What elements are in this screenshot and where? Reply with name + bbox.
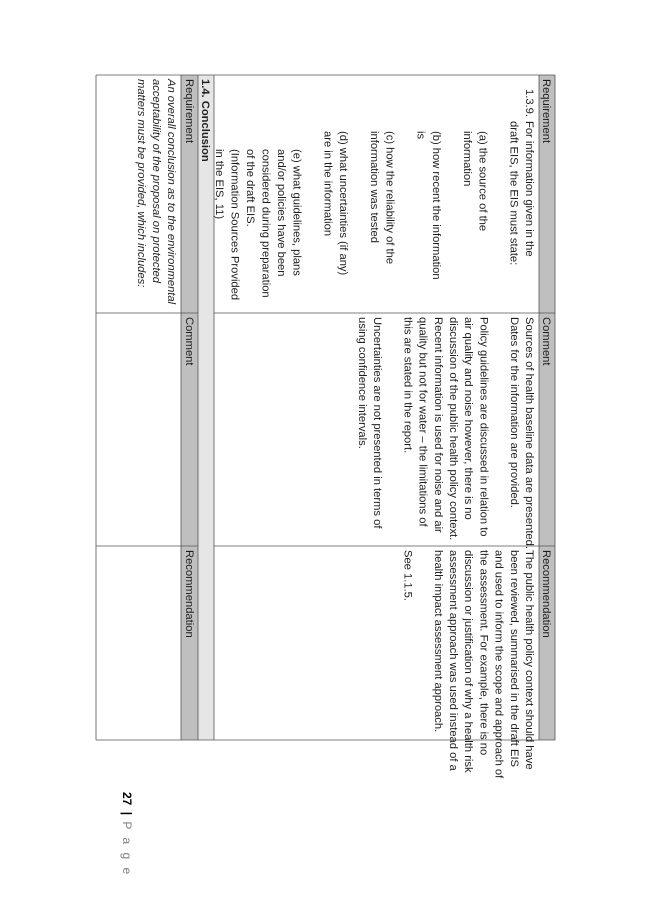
requirement-line: (e) what guidelines, plans	[290, 149, 303, 276]
comment-line: Dates for the information are provided.	[507, 317, 520, 508]
requirement-line: are in the information	[321, 131, 334, 237]
comment-line: Recent information is used for noise and air	[431, 317, 444, 533]
section-row	[198, 75, 214, 740]
comment-line: Uncertainties are not presented in terms of	[371, 317, 383, 529]
comment-text	[356, 317, 535, 549]
conclusion-line: An overall conclusion as to the environmental	[165, 79, 177, 305]
section-title: 1.4. Conclusion	[199, 79, 211, 162]
requirement-line: draft EIS, the EIS must state:	[507, 121, 520, 266]
requirement-line: and/or policies have been	[275, 149, 287, 277]
requirement-line: (a) the source of the	[476, 131, 489, 232]
requirement-line: information was tested	[368, 131, 380, 243]
requirement-line: of the draft EIS.	[244, 149, 256, 227]
comment-line: this are stated in the report.	[401, 317, 414, 454]
comment-line: Policy guidelines are discussed in relation to	[477, 317, 490, 537]
requirement-line: is	[414, 131, 427, 140]
recommendation-line: assessment approach was used instead of a	[447, 550, 459, 771]
table-header-row-2	[181, 75, 198, 740]
requirement-line: (d) what uncertainties (if any)	[337, 131, 349, 276]
requirement-line: considered during preparation	[259, 149, 272, 298]
recommendation-line: and used to inform the scope and approach of	[492, 550, 505, 779]
requirement-line: information	[461, 131, 473, 187]
recommendation-line: been reviewed, summarised in the draft EIS	[507, 550, 520, 768]
header2-recommendation: Recommendation	[183, 550, 195, 638]
requirement-line: (b) how recent the information	[430, 131, 442, 280]
page-number	[120, 792, 134, 877]
requirement-line: (c) how the reliability of the	[383, 131, 396, 265]
header-requirement: Requirement	[540, 79, 552, 144]
table-header-row	[539, 75, 555, 740]
recommendation-line: discussion or justification of why a health risk	[462, 550, 475, 773]
recommendation-text	[401, 550, 535, 779]
page-label: P a g e	[120, 821, 134, 877]
header2-requirement: Requirement	[183, 79, 195, 144]
comment-line: Sources of health baseline data are presented.	[523, 317, 535, 549]
requirement-line: in the EIS, 11)	[213, 149, 225, 220]
header-comment: Comment	[540, 317, 552, 366]
comment-line: quality but not for water – the limitations of	[416, 317, 429, 527]
requirement-number: 1.3.9.	[523, 89, 535, 117]
page-number-value: 27	[120, 792, 134, 806]
comment-line: using confidence intervals.	[355, 317, 368, 449]
requirement-text	[213, 121, 535, 300]
comment-line: discussion of the public health policy context.	[447, 317, 459, 541]
comment-line: air quality and noise however, there is no	[462, 317, 475, 520]
header2-comment: Comment	[183, 317, 195, 366]
requirement-line: For information given in the	[523, 121, 535, 257]
recommendation-line: See 1.1.5.	[401, 550, 414, 602]
page-number-separator: |	[120, 811, 134, 816]
recommendation-line: The public health policy context should have	[523, 550, 535, 770]
recommendation-line: the assessment. For example, there is no	[477, 550, 490, 756]
header-recommendation: Recommendation	[540, 550, 552, 638]
conclusion-line: matters must be provided, which includes:	[135, 79, 147, 288]
recommendation-line: health impact assessment approach.	[431, 550, 444, 733]
conclusion-requirement-text	[135, 78, 177, 305]
requirement-line: (Information Sources Provided	[228, 149, 241, 301]
conclusion-line: acceptability of the proposal on protected	[150, 79, 162, 283]
